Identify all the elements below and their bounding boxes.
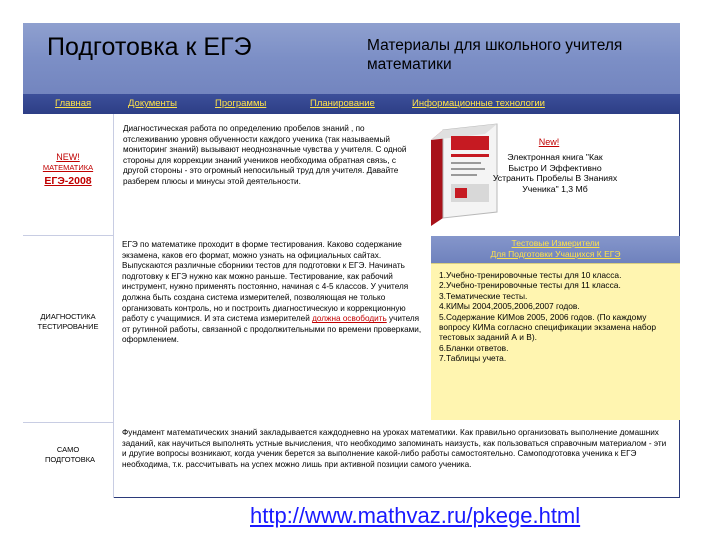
exam-text-after: учителя от рутинной работы, связанной с продолжительными по времени проверками, оформлением. xyxy=(122,314,422,345)
tests-list-item: 4.КИМы 2004,2005,2006,2007 годов. xyxy=(439,301,580,312)
sidebar-ege-link[interactable]: ЕГЭ-2008 xyxy=(44,175,92,187)
tests-list-item: 2.Учебно-тренировочные тесты для 11 класса. xyxy=(439,280,621,291)
site-title: Подготовка к ЕГЭ xyxy=(47,33,252,61)
nav-it[interactable]: Информационные технологии xyxy=(412,98,545,109)
sidebar-section-diagnostics xyxy=(23,235,114,422)
sidebar-section-ege xyxy=(23,114,114,235)
exam-text-before: ЕГЭ по математике проходит в форме тестирования. Каково содержание экзамена, каков его формат, можно узнать на официальных сайтах. Выпускаются различные сборники тестов для подготовки к ЕГЭ. Начинать подготовку к ЕГЭ нужно как можно раньше. Тестирование, как рабочий инструмент, нужно применять постоянно, начиная с 4-5 классов. У учителя должна быть создана система измерителей, позволяющая не только организовать контроль, но и построить диагностическую и коррекционную работу с учащимися. И эта система измерителей xyxy=(122,240,409,324)
tests-list xyxy=(431,263,680,420)
tests-list-item: 5.Содержание КИМов 2005, 2006 годов. (По каждому вопросу КИМа согласно спецификации экзамена набор тестовых заданий А и В). xyxy=(439,311,657,343)
sidebar-diagnostics-label: ДИАГНОСТИКА ТЕСТИРОВАНИЕ xyxy=(37,312,99,331)
diagnostics-paragraph: Диагностическая работа по определению пробелов знаний , по отслеживанию уровня обученности каждого ученика (так называемый мониторинг знаний) вызывают неоднозначные чувства у учителя. С одной стороны для коррекции знаний учеников необходима обратная связь, с другой стороны - это огромный непосильный труд для учителя. Давайте разберем плюсы и минусы этой деятельности. xyxy=(123,124,407,186)
nav-planning[interactable]: Планирование xyxy=(310,98,375,109)
tests-list-item: 6.Бланки ответов. xyxy=(439,342,509,353)
exam-paragraph xyxy=(122,240,422,346)
promo-book-description: Электронная книга "Как Быстро И Эффективно Устранить Пробелы В Знаниях Ученика" 1,3 Мб xyxy=(492,152,618,194)
tests-list-item: 1.Учебно-тренировочные тесты для 10 класса. xyxy=(439,270,622,280)
selfprep-paragraph: Фундамент математических знаний закладывается каждодневно на уроках математики. Как правильно организовать выполнение домашних заданий, как научиться выполнять устные вычисления, что необходимо запоминать наизусть, как пользоваться справочным материалом - эти и другие вопросы возникают, когда ученик берется за выполнение какой-либо работы самостоятельно. Самоподготовка ученика к ЕГЭ необходима, т.к. рассчитывать на успех можно лишь при активной позиции самого ученика. xyxy=(122,428,667,469)
nav-programs[interactable]: Программы xyxy=(215,98,267,109)
tests-list-item: 3.Тематические тесты. xyxy=(439,290,528,301)
sidebar-subject-link[interactable]: МАТЕМАТИКА xyxy=(42,163,94,172)
sidebar-new-badge[interactable]: NEW! xyxy=(56,152,80,162)
footer-url-link[interactable]: http://www.mathvaz.ru/pkege.html xyxy=(250,503,581,528)
nav-documents[interactable]: Документы xyxy=(128,98,177,109)
tests-header-link-2[interactable]: Для Подготовки Учащихся К ЕГЭ xyxy=(490,249,621,259)
sidebar-selfprep-label: САМО ПОДГОТОВКА xyxy=(45,445,96,464)
site-subtitle: Материалы для школьного учителя математики xyxy=(367,37,623,73)
exam-inline-link[interactable]: должна освободить xyxy=(312,314,387,324)
promo-new-link[interactable]: New! xyxy=(538,137,560,147)
top-nav xyxy=(23,94,680,114)
tests-list-item: 7.Таблицы учета. xyxy=(439,353,507,364)
tests-header xyxy=(431,236,680,263)
tests-header-link-1[interactable]: Тестовые Измерители xyxy=(511,238,600,248)
software-box-icon[interactable] xyxy=(421,118,501,228)
nav-home[interactable]: Главная xyxy=(55,98,92,109)
sidebar-section-selfprep xyxy=(23,422,114,498)
